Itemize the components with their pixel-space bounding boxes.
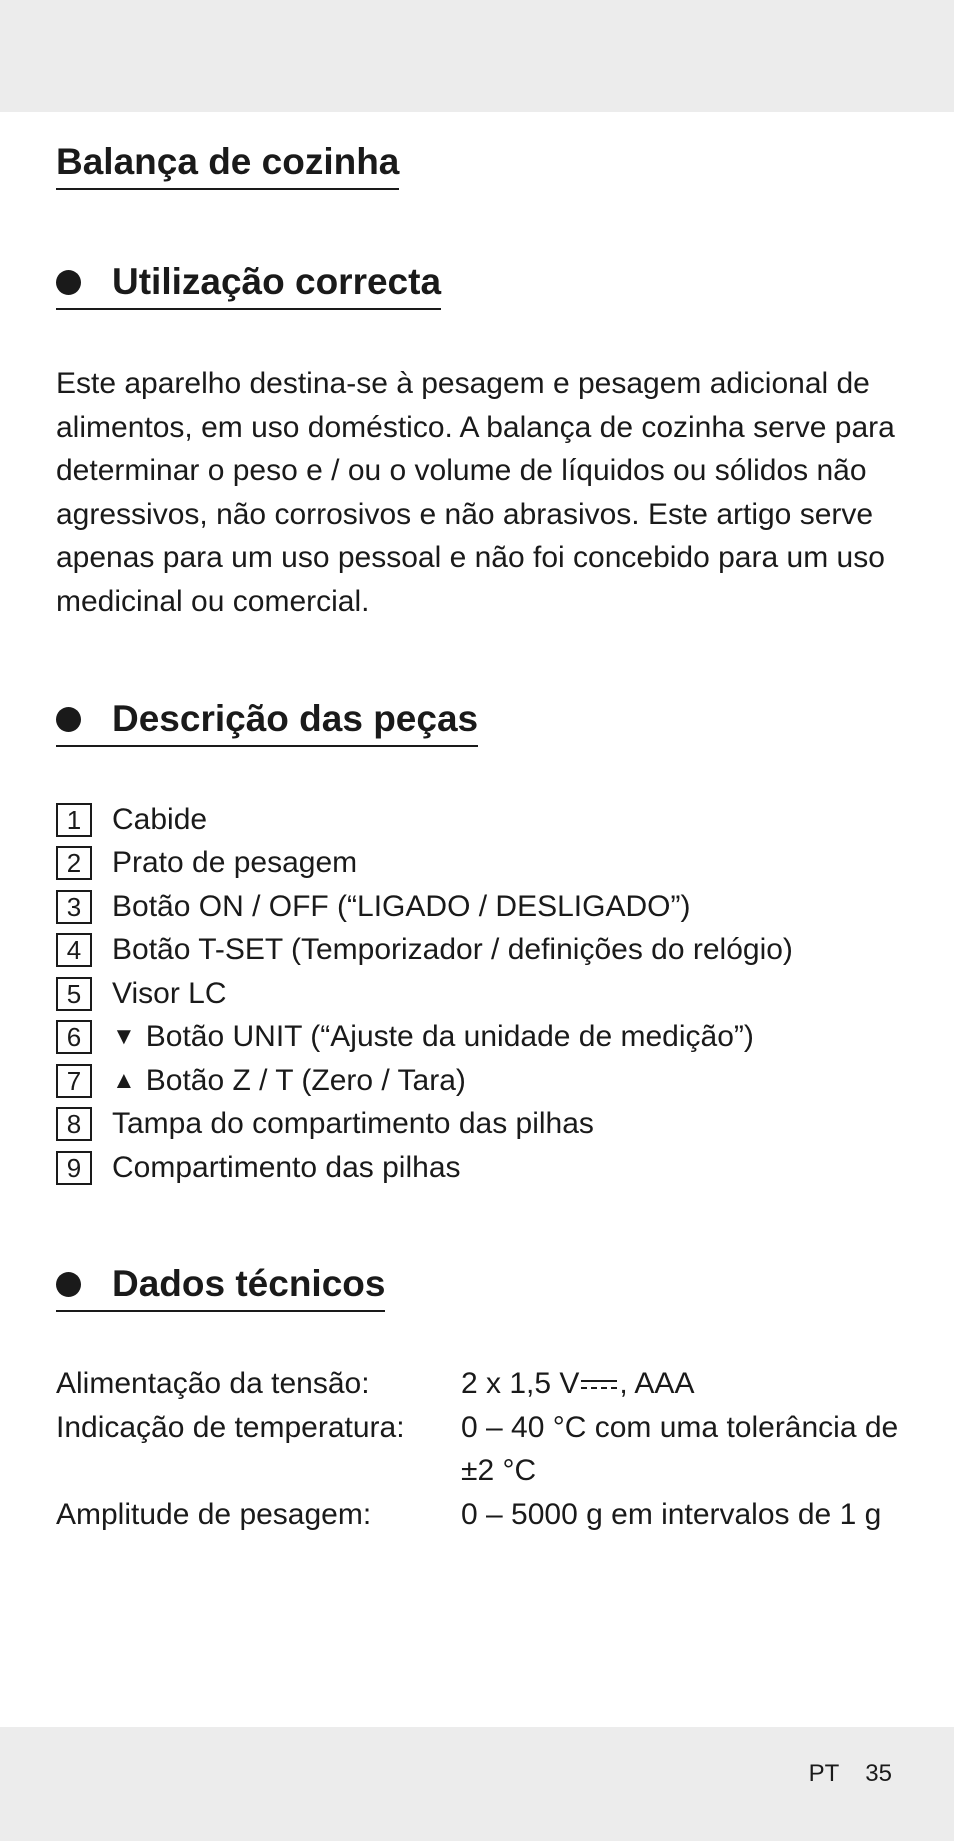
tech-label: Indicação de temperatura: bbox=[56, 1410, 405, 1444]
tech-row bbox=[56, 1406, 911, 1493]
bullet-icon bbox=[56, 270, 81, 295]
tech-row bbox=[56, 1493, 911, 1537]
list-item bbox=[56, 1146, 793, 1190]
tech-value bbox=[461, 1362, 911, 1406]
item-label: Cabide bbox=[112, 802, 208, 836]
tech-specs bbox=[56, 1362, 911, 1536]
list-item bbox=[56, 1103, 793, 1147]
section-heading-use bbox=[56, 260, 441, 310]
triangle-up-icon: ▲ bbox=[112, 1066, 136, 1094]
item-label: Tampa do compartimento das pilhas bbox=[112, 1107, 594, 1141]
item-number-box: 7 bbox=[56, 1064, 92, 1098]
item-label: Visor LC bbox=[112, 976, 227, 1010]
header-band bbox=[0, 0, 954, 112]
tech-value: 0 – 40 °C com uma tolerância de ±2 °C bbox=[461, 1410, 899, 1487]
parts-list bbox=[56, 798, 793, 1190]
triangle-down-icon: ▼ bbox=[112, 1023, 136, 1051]
list-item bbox=[56, 1016, 793, 1060]
section-heading-use-label: Utilização correcta bbox=[112, 261, 442, 302]
page-title: Balança de cozinha bbox=[56, 140, 399, 190]
tech-label: Alimentação da tensão: bbox=[56, 1367, 370, 1400]
intended-use-paragraph: Este aparelho destina-se à pesagem e pesagem adicional de alimentos, em uso doméstico. A balança de cozinha serve para determinar o peso e / ou o volume de líquidos ou sólidos não agressivos, não corrosivos e não abrasivos. Este artigo serve apenas para um uso pessoal e não foi concebido para um uso medicinal ou comercial. bbox=[56, 367, 895, 618]
tech-label: Amplitude de pesagem: bbox=[56, 1497, 372, 1531]
item-number-box: 8 bbox=[56, 1107, 92, 1141]
bullet-icon bbox=[56, 1272, 81, 1297]
item-number-box: 4 bbox=[56, 933, 92, 967]
item-number-box: 1 bbox=[56, 803, 92, 837]
language-code: PT bbox=[808, 1760, 840, 1787]
list-item bbox=[56, 798, 793, 842]
tech-value: 0 – 5000 g em intervalos de 1 g bbox=[461, 1497, 882, 1531]
list-item bbox=[56, 885, 793, 929]
page-number: 35 bbox=[865, 1760, 892, 1787]
item-label: Botão ON / OFF (“LIGADO / DESLIGADO”) bbox=[112, 889, 691, 923]
list-item bbox=[56, 929, 793, 973]
item-label: Compartimento das pilhas bbox=[112, 1150, 461, 1184]
page-footer bbox=[809, 1760, 892, 1788]
section-heading-parts-label: Descrição das peças bbox=[112, 698, 479, 739]
tech-value-voltage: 2 x 1,5 V bbox=[461, 1367, 580, 1400]
item-label: Botão UNIT (“Ajuste da unidade de medição”) bbox=[145, 1020, 754, 1054]
section-heading-parts bbox=[56, 697, 478, 747]
item-number-box: 9 bbox=[56, 1151, 92, 1185]
list-item bbox=[56, 842, 793, 886]
item-label: Botão T-SET (Temporizador / definições do relógio) bbox=[112, 933, 793, 967]
tech-value-battery: , AAA bbox=[619, 1367, 695, 1400]
item-label: Botão Z / T (Zero / Tara) bbox=[145, 1063, 466, 1097]
item-number-box: 5 bbox=[56, 977, 92, 1011]
dc-symbol-icon bbox=[581, 1378, 617, 1392]
section-heading-tech bbox=[56, 1262, 385, 1312]
bullet-icon bbox=[56, 707, 81, 732]
item-number-box: 2 bbox=[56, 846, 92, 880]
item-label: Prato de pesagem bbox=[112, 846, 358, 880]
item-number-box: 6 bbox=[56, 1020, 92, 1054]
section-heading-tech-label: Dados técnicos bbox=[112, 1263, 386, 1304]
list-item bbox=[56, 972, 793, 1016]
list-item bbox=[56, 1059, 793, 1103]
item-number-box: 3 bbox=[56, 890, 92, 924]
tech-row bbox=[56, 1362, 911, 1406]
